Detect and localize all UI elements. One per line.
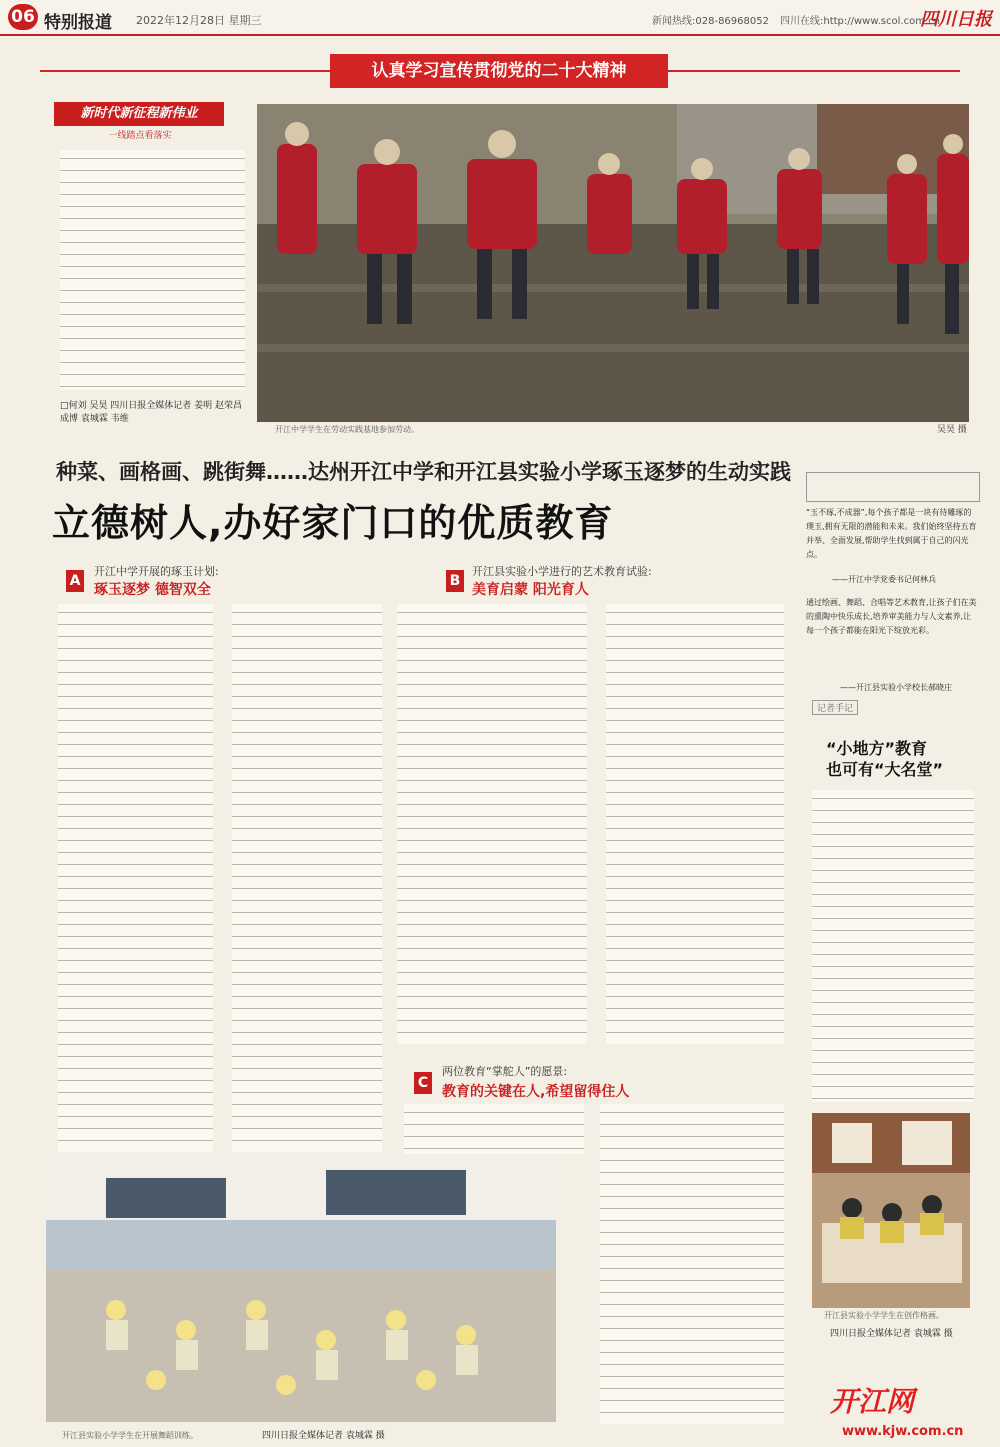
bottom-left-photo-dance (46, 1160, 556, 1422)
news-hotline: 新闻热线:028-86968052 (652, 16, 769, 27)
watermark-logo: 开江网 (830, 1385, 915, 1418)
article-a-column-1 (58, 604, 213, 1152)
pull-quote-1: “玉不琢,不成器”,每个孩子都是一块有待雕琢的璞玉,拥有无限的潜能和未来。我们始终坚持五育并举、全面发展,帮助学生找到属于自己的闪光点。 (806, 508, 977, 559)
byline: □何刘 吴昊 四川日报全媒体记者 姜明 赵荣昌 成博 袁城霖 韦维 (60, 401, 242, 424)
issue-date: 2022年12月28日 星期三 (136, 14, 262, 27)
article-c-column-2 (600, 1104, 784, 1424)
feature-title-line-2: 也可有“大名堂” (826, 760, 944, 779)
feature-title-line-1: “小地方”教育 (826, 739, 928, 758)
pull-quote-2: 通过绘画、舞蹈、合唱等艺术教育,让孩子们在美的熏陶中快乐成长,培养审美能力与人文素养,让每一个孩子都能在阳光下绽放光彩。 (806, 598, 977, 635)
bottom-right-photo-caption: 开江县实验小学学生在创作格画。 (824, 1311, 944, 1320)
sidebar-title: 新时代新征程新伟业 (54, 102, 224, 126)
sidebar-body-text (60, 150, 245, 390)
section-c-kicker: 两位教育“掌舵人”的愿景: (442, 1065, 568, 1078)
top-photo-students-farming (257, 104, 969, 422)
article-b-column-2 (606, 604, 784, 1044)
section-b-marker: B (446, 570, 464, 592)
section-b-title: 美育启蒙 阳光育人 (472, 582, 589, 598)
photo-painting-illustration (812, 1113, 970, 1308)
article-a-column-2 (232, 604, 382, 1152)
sidebar-subtitle: 一线踏点看落实 (108, 131, 172, 141)
bottom-left-photo-credit: 四川日报全媒体记者 袁城霖 摄 (262, 1431, 385, 1441)
watermark-url[interactable]: www.kjw.com.cn (842, 1424, 964, 1439)
section-b-kicker: 开江县实验小学进行的艺术教育试验: (472, 565, 652, 578)
page-number: 06 (8, 4, 38, 30)
quote-box-frame (806, 472, 980, 502)
feature-title (826, 738, 943, 780)
bottom-right-photo-credit: 四川日报全媒体记者 袁城霖 摄 (830, 1329, 953, 1339)
top-photo-caption: 开江中学学生在劳动实践基地参加劳动。 (275, 425, 419, 434)
bottom-right-photo-painting (812, 1113, 970, 1308)
banner-title: 认真学习宣传贯彻党的二十大精神 (330, 54, 668, 88)
article-b-column-1 (397, 604, 587, 1044)
pull-quote-2-signature: ——开江县实验小学校长郝晓庄 (840, 683, 952, 692)
section-a-marker: A (66, 570, 84, 592)
photo-farming-illustration (257, 104, 969, 422)
top-photo-credit: 吴昊 摄 (937, 425, 967, 435)
photo-dance-illustration (46, 1160, 556, 1422)
reporter-note-body (812, 790, 974, 1102)
headline-kicker: 种菜、画格画、跳街舞……达州开江中学和开江县实验小学琢玉逐梦的生动实践 (56, 460, 791, 484)
section-c-title: 教育的关键在人,希望留得住人 (442, 1084, 630, 1100)
reporter-note-tag: 记者手记 (812, 700, 858, 715)
paper-logo: 四川日报 (920, 9, 992, 30)
article-c-column-1-top (404, 1104, 584, 1154)
section-name: 特别报道 (44, 13, 112, 33)
headline-main: 立德树人,办好家门口的优质教育 (52, 501, 614, 545)
pull-quote-1-signature: ——开江中学党委书记何林兵 (832, 575, 936, 584)
section-c-marker: C (414, 1072, 432, 1094)
section-a-kicker: 开江中学开展的琢玉计划: (94, 565, 219, 578)
bottom-left-photo-caption: 开江县实验小学学生在开展舞蹈训练。 (62, 1431, 198, 1440)
site-url[interactable]: 四川在线:http://www.scol.com.cn (780, 16, 940, 27)
section-a-title: 琢玉逐梦 德智双全 (94, 582, 211, 598)
